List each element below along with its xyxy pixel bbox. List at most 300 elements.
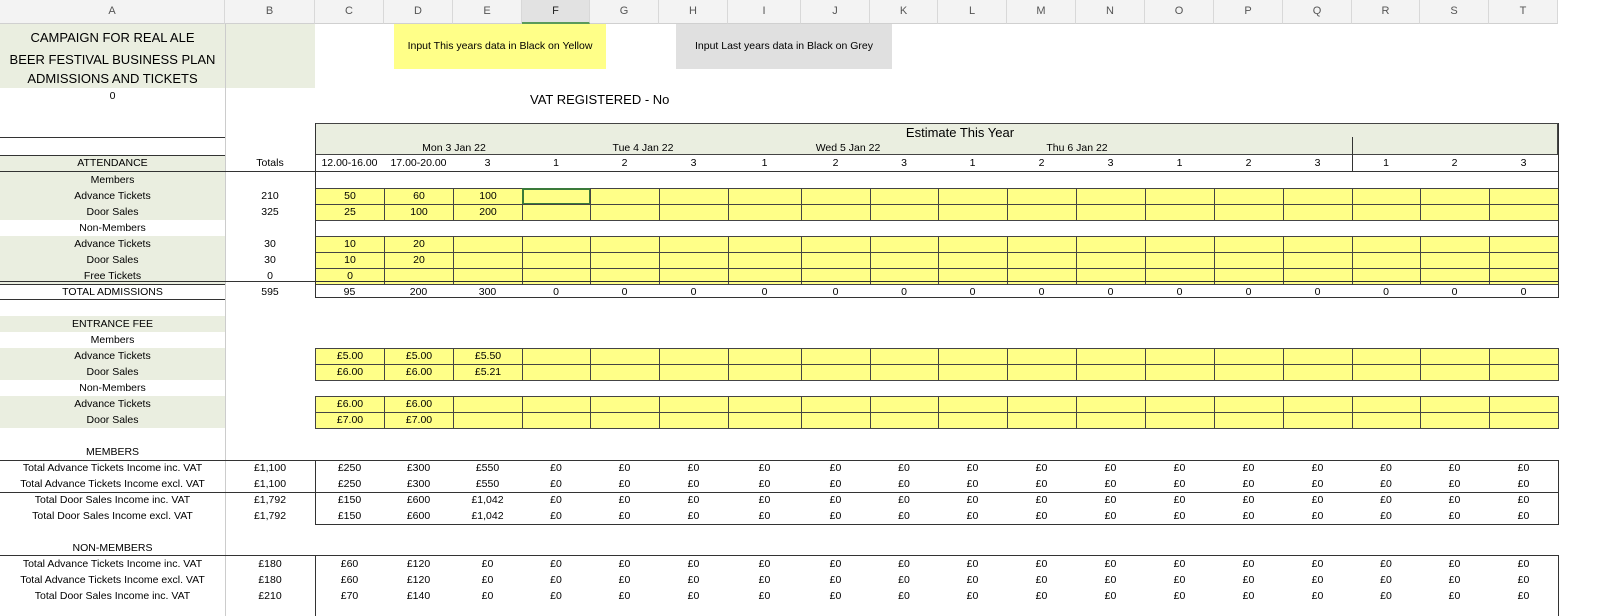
input-cell-r12-c14[interactable] (1214, 348, 1284, 365)
calc-cell-r21-c9: £0 (898, 493, 910, 506)
input-cell-r2-c13[interactable] (1145, 188, 1215, 205)
calc-cell-r8-c1: 95 (343, 285, 356, 298)
input-cell-r15-c8[interactable] (801, 396, 871, 413)
input-cell-r13-c12[interactable] (1076, 364, 1146, 381)
input-cell-r6-c17[interactable] (1420, 252, 1490, 269)
input-cell-r16-c11[interactable] (1007, 412, 1077, 429)
input-cell-r13-c3[interactable]: £5.21 (453, 364, 523, 381)
input-cell-r12-c9[interactable] (870, 348, 939, 365)
box-right-members (1558, 460, 1559, 525)
calc-cell-r19-c4: £0 (550, 461, 562, 474)
input-cell-r16-c15[interactable] (1283, 412, 1353, 429)
input-cell-r16-c13[interactable] (1145, 412, 1215, 429)
input-cell-r3-c7[interactable] (728, 204, 802, 221)
column-header-q[interactable]: Q (1283, 0, 1352, 24)
input-cell-r15-c17[interactable] (1420, 396, 1490, 413)
line-members-bottom (315, 524, 1558, 525)
input-cell-r15-c3[interactable] (453, 396, 523, 413)
input-cell-r6-c13[interactable] (1145, 252, 1215, 269)
input-cell-r6-c15[interactable] (1283, 252, 1353, 269)
input-cell-r12-c10[interactable] (938, 348, 1008, 365)
input-cell-r12-c6[interactable] (659, 348, 729, 365)
input-cell-r5-c15[interactable] (1283, 236, 1353, 253)
column-header-c[interactable]: C (315, 0, 384, 24)
box-right-nonmembers (1558, 555, 1559, 616)
input-cell-r12-c17[interactable] (1420, 348, 1490, 365)
calc-cell-r22-c6: £0 (687, 509, 700, 522)
input-cell-r13-c16[interactable] (1352, 364, 1421, 381)
input-cell-r2-c8[interactable] (801, 188, 871, 205)
calc-cell-r25-c11: £0 (1035, 557, 1048, 570)
input-cell-r15-c14[interactable] (1214, 396, 1284, 413)
calc-cell-r26-c15: £0 (1311, 573, 1324, 586)
input-cell-r12-c15[interactable] (1283, 348, 1353, 365)
calc-cell-r8-c17: 0 (1451, 285, 1458, 298)
input-cell-r5-c1[interactable]: 10 (315, 236, 385, 253)
row-label-27: Total Door Sales Income inc. VAT (34, 589, 191, 602)
input-cell-r2-c16[interactable] (1352, 188, 1421, 205)
input-cell-r15-c11[interactable] (1007, 396, 1077, 413)
row-label-5: Advance Tickets (0, 236, 225, 252)
input-cell-r16-c8[interactable] (801, 412, 871, 429)
input-cell-r7-c3[interactable] (453, 268, 523, 285)
calc-cell-r19-c1: £250 (337, 461, 362, 474)
row-label-7: Free Tickets (0, 268, 225, 284)
row-label-11: Members (0, 332, 225, 348)
calc-cell-r21-c13: £0 (1173, 493, 1186, 506)
input-cell-r3-c14[interactable] (1214, 204, 1284, 221)
input-cell-r5-c10[interactable] (938, 236, 1008, 253)
input-cell-r7-c11[interactable] (1007, 268, 1077, 285)
input-cell-r13-c5[interactable] (590, 364, 660, 381)
input-cell-r12-c5[interactable] (590, 348, 660, 365)
input-cell-r7-c13[interactable] (1145, 268, 1215, 285)
input-cell-r16-c6[interactable] (659, 412, 729, 429)
calc-cell-r26-c5: £0 (618, 573, 631, 586)
input-cell-r6-c16[interactable] (1352, 252, 1421, 269)
calc-cell-r8-c14: 0 (1245, 285, 1252, 298)
row-label-25: Total Advance Tickets Income inc. VAT (22, 557, 203, 570)
input-cell-r2-c6[interactable] (659, 188, 729, 205)
calc-cell-r8-c4: 0 (553, 285, 559, 298)
input-cell-r16-c7[interactable] (728, 412, 802, 429)
column-header-g[interactable]: G (590, 0, 659, 24)
input-cell-r2-c9[interactable] (870, 188, 939, 205)
calc-cell-r21-c1: £150 (337, 493, 362, 506)
input-cell-r7-c10[interactable] (938, 268, 1008, 285)
input-cell-r2-c3[interactable]: 100 (453, 188, 523, 205)
input-cell-r7-c17[interactable] (1420, 268, 1490, 285)
calc-cell-r26-c7: £0 (758, 573, 771, 586)
input-cell-r2-c4[interactable] (522, 188, 591, 205)
calc-cell-r21-c15: £0 (1311, 493, 1324, 506)
input-cell-r5-c17[interactable] (1420, 236, 1490, 253)
calc-cell-r8-c7: 0 (761, 285, 768, 298)
input-cell-r7-c12[interactable] (1076, 268, 1146, 285)
calc-cell-r25-c14: £0 (1242, 557, 1255, 570)
input-cell-r12-c7[interactable] (728, 348, 802, 365)
session-header-10: 1 (969, 157, 976, 170)
row-total-8: 595 (261, 285, 279, 298)
input-cell-r12-c12[interactable] (1076, 348, 1146, 365)
calc-cell-r22-c10: £0 (966, 509, 979, 522)
calc-cell-r20-c18: £0 (1517, 477, 1530, 490)
input-cell-r5-c16[interactable] (1352, 236, 1421, 253)
input-cell-r3-c4[interactable] (522, 204, 591, 221)
input-cell-r13-c7[interactable] (728, 364, 802, 381)
session-header-3: 3 (484, 157, 491, 170)
row-label-18: MEMBERS (85, 445, 140, 458)
calc-cell-r22-c15: £0 (1311, 509, 1324, 522)
input-cell-r3-c3[interactable]: 200 (453, 204, 523, 221)
input-cell-r3-c2[interactable]: 100 (384, 204, 454, 221)
column-header-b[interactable]: B (225, 0, 315, 24)
input-cell-r3-c15[interactable] (1283, 204, 1353, 221)
title-block-bg-b (225, 24, 315, 88)
row-total-22: £1,792 (253, 509, 287, 522)
day-header-4: Thu 6 Jan 22 (1046, 141, 1108, 154)
input-cell-r13-c18[interactable] (1489, 364, 1559, 381)
input-cell-r7-c1[interactable]: 0 (315, 268, 385, 285)
input-cell-r5-c5[interactable] (590, 236, 660, 253)
input-cell-r15-c7[interactable] (728, 396, 802, 413)
session-header-2: 17.00-20.00 (390, 157, 447, 170)
input-cell-r15-c1[interactable]: £6.00 (315, 396, 385, 413)
calc-cell-r26-c18: £0 (1517, 573, 1530, 586)
input-cell-r7-c18[interactable] (1489, 268, 1559, 285)
calc-cell-r19-c14: £0 (1242, 461, 1255, 474)
input-cell-r3-c10[interactable] (938, 204, 1008, 221)
column-header-l[interactable]: L (938, 0, 1007, 24)
calc-cell-r20-c3: £550 (475, 477, 500, 490)
calc-cell-r22-c13: £0 (1173, 509, 1186, 522)
row-total-26: £180 (258, 573, 282, 586)
input-cell-r3-c12[interactable] (1076, 204, 1146, 221)
calc-cell-r26-c1: £60 (340, 573, 359, 586)
title-line-2: BEER FESTIVAL BUSINESS PLAN (9, 51, 216, 67)
input-cell-r16-c17[interactable] (1420, 412, 1490, 429)
input-cell-r12-c16[interactable] (1352, 348, 1421, 365)
input-cell-r2-c17[interactable] (1420, 188, 1490, 205)
column-header-j[interactable]: J (801, 0, 870, 24)
input-cell-r7-c16[interactable] (1352, 268, 1421, 285)
input-cell-r7-c7[interactable] (728, 268, 802, 285)
input-cell-r2-c10[interactable] (938, 188, 1008, 205)
input-cell-r15-c10[interactable] (938, 396, 1008, 413)
title-line-3: ADMISSIONS AND TICKETS (27, 70, 198, 86)
input-cell-r15-c12[interactable] (1076, 396, 1146, 413)
column-header-h[interactable]: H (659, 0, 728, 24)
input-cell-r5-c8[interactable] (801, 236, 871, 253)
column-header-a[interactable]: A (0, 0, 225, 24)
input-cell-r5-c13[interactable] (1145, 236, 1215, 253)
input-cell-r3-c16[interactable] (1352, 204, 1421, 221)
input-cell-r12-c1[interactable]: £5.00 (315, 348, 385, 365)
input-cell-r13-c13[interactable] (1145, 364, 1215, 381)
input-cell-r6-c14[interactable] (1214, 252, 1284, 269)
input-cell-r5-c14[interactable] (1214, 236, 1284, 253)
input-cell-r15-c9[interactable] (870, 396, 939, 413)
calc-cell-r21-c6: £0 (687, 493, 700, 506)
input-cell-r5-c3[interactable] (453, 236, 523, 253)
input-cell-r3-c1[interactable]: 25 (315, 204, 385, 221)
column-header-e[interactable]: E (453, 0, 522, 24)
divider-col-a (225, 24, 226, 616)
row-label-6: Door Sales (0, 252, 225, 268)
input-cell-r2-c7[interactable] (728, 188, 802, 205)
input-cell-r13-c4[interactable] (522, 364, 591, 381)
calc-cell-r20-c2: £300 (406, 477, 431, 490)
input-cell-r16-c2[interactable]: £7.00 (384, 412, 454, 429)
row-label-1: Members (0, 172, 225, 188)
title-line-1: CAMPAIGN FOR REAL ALE (30, 29, 195, 45)
calc-cell-r26-c3: £0 (481, 573, 494, 586)
input-cell-r13-c15[interactable] (1283, 364, 1353, 381)
input-cell-r12-c8[interactable] (801, 348, 871, 365)
input-cell-r6-c6[interactable] (659, 252, 729, 269)
calc-cell-r27-c10: £0 (966, 589, 979, 602)
input-cell-r7-c8[interactable] (801, 268, 871, 285)
input-cell-r7-c15[interactable] (1283, 268, 1353, 285)
calc-cell-r25-c12: £0 (1104, 557, 1117, 570)
input-cell-r15-c5[interactable] (590, 396, 660, 413)
line-title-mid (0, 137, 225, 138)
session-header-13: 1 (1176, 157, 1183, 170)
row-label-14: Non-Members (0, 380, 225, 396)
calc-cell-r21-c14: £0 (1242, 493, 1255, 506)
input-cell-r13-c2[interactable]: £6.00 (384, 364, 454, 381)
input-cell-r3-c11[interactable] (1007, 204, 1077, 221)
calc-cell-r19-c3: £550 (475, 461, 500, 474)
input-cell-r5-c7[interactable] (728, 236, 802, 253)
input-cell-r3-c18[interactable] (1489, 204, 1559, 221)
input-cell-r6-c4[interactable] (522, 252, 591, 269)
row-label-21: Total Door Sales Income inc. VAT (34, 493, 191, 506)
input-cell-r16-c5[interactable] (590, 412, 660, 429)
column-header-d[interactable]: D (384, 0, 453, 24)
input-cell-r6-c9[interactable] (870, 252, 939, 269)
input-cell-r12-c2[interactable]: £5.00 (384, 348, 454, 365)
input-cell-r6-c10[interactable] (938, 252, 1008, 269)
calc-cell-r8-c5: 0 (621, 285, 628, 298)
row-label-10: ENTRANCE FEE (0, 316, 225, 332)
row-label-8: TOTAL ADMISSIONS (0, 284, 225, 300)
input-cell-r6-c5[interactable] (590, 252, 660, 269)
calc-cell-r26-c8: £0 (829, 573, 842, 586)
column-header-t[interactable]: T (1489, 0, 1558, 24)
row-label-12: Advance Tickets (0, 348, 225, 364)
input-cell-r13-c11[interactable] (1007, 364, 1077, 381)
calc-cell-r21-c16: £0 (1380, 493, 1392, 506)
calc-cell-r19-c8: £0 (829, 461, 842, 474)
input-cell-r15-c13[interactable] (1145, 396, 1215, 413)
row-total-3: 325 (261, 205, 279, 218)
input-cell-r16-c1[interactable]: £7.00 (315, 412, 385, 429)
column-header-n[interactable]: N (1076, 0, 1145, 24)
input-cell-r2-c18[interactable] (1489, 188, 1559, 205)
session-header-16: 1 (1383, 157, 1389, 170)
calc-cell-r8-c13: 0 (1176, 285, 1183, 298)
calc-cell-r21-c3: £1,042 (471, 493, 504, 506)
calc-cell-r21-c17: £0 (1448, 493, 1461, 506)
calc-cell-r20-c8: £0 (829, 477, 842, 490)
row-total-21: £1,792 (253, 493, 287, 506)
input-cell-r2-c5[interactable] (590, 188, 660, 205)
input-cell-r12-c11[interactable] (1007, 348, 1077, 365)
input-cell-r16-c14[interactable] (1214, 412, 1284, 429)
calc-cell-r26-c14: £0 (1242, 573, 1255, 586)
input-cell-r16-c16[interactable] (1352, 412, 1421, 429)
column-header-r[interactable]: R (1352, 0, 1420, 24)
row-label-16: Door Sales (0, 412, 225, 428)
row-label-26: Total Advance Tickets Income excl. VAT (20, 573, 205, 586)
estimate-title: Estimate This Year (905, 124, 1015, 140)
input-cell-r12-c13[interactable] (1145, 348, 1215, 365)
input-cell-r2-c11[interactable] (1007, 188, 1077, 205)
input-cell-r3-c9[interactable] (870, 204, 939, 221)
calc-cell-r27-c11: £0 (1035, 589, 1048, 602)
input-cell-r15-c4[interactable] (522, 396, 591, 413)
input-cell-r13-c17[interactable] (1420, 364, 1490, 381)
calc-cell-r22-c7: £0 (758, 509, 771, 522)
row-total-2: 210 (261, 189, 279, 202)
input-cell-r7-c2[interactable] (384, 268, 454, 285)
input-cell-r5-c6[interactable] (659, 236, 729, 253)
calc-cell-r25-c4: £0 (550, 557, 562, 570)
input-cell-r15-c15[interactable] (1283, 396, 1353, 413)
input-cell-r16-c10[interactable] (938, 412, 1008, 429)
input-cell-r7-c9[interactable] (870, 268, 939, 285)
input-cell-r16-c4[interactable] (522, 412, 591, 429)
input-cell-r16-c18[interactable] (1489, 412, 1559, 429)
input-cell-r16-c3[interactable] (453, 412, 523, 429)
calc-cell-r8-c15: 0 (1314, 285, 1321, 298)
input-cell-r7-c5[interactable] (590, 268, 660, 285)
input-cell-r6-c1[interactable]: 10 (315, 252, 385, 269)
row-label-2: Advance Tickets (0, 188, 225, 204)
input-cell-r2-c15[interactable] (1283, 188, 1353, 205)
calc-cell-r19-c17: £0 (1448, 461, 1461, 474)
input-cell-r12-c4[interactable] (522, 348, 591, 365)
calc-cell-r27-c13: £0 (1173, 589, 1186, 602)
input-cell-r6-c12[interactable] (1076, 252, 1146, 269)
input-cell-r7-c4[interactable] (522, 268, 591, 285)
day-header-2: Tue 4 Jan 22 (612, 141, 674, 154)
input-cell-r6-c11[interactable] (1007, 252, 1077, 269)
input-cell-r13-c14[interactable] (1214, 364, 1284, 381)
input-cell-r13-c6[interactable] (659, 364, 729, 381)
input-cell-r16-c9[interactable] (870, 412, 939, 429)
calc-cell-r19-c16: £0 (1380, 461, 1392, 474)
column-header-f[interactable]: F (522, 0, 590, 24)
input-cell-r3-c8[interactable] (801, 204, 871, 221)
calc-cell-r21-c12: £0 (1104, 493, 1117, 506)
input-cell-r16-c12[interactable] (1076, 412, 1146, 429)
calc-cell-r19-c10: £0 (966, 461, 979, 474)
input-cell-r12-c18[interactable] (1489, 348, 1559, 365)
input-cell-r13-c9[interactable] (870, 364, 939, 381)
input-cell-r6-c8[interactable] (801, 252, 871, 269)
calc-cell-r27-c7: £0 (758, 589, 771, 602)
column-header-m[interactable]: M (1007, 0, 1076, 24)
session-header-18: 3 (1520, 157, 1527, 170)
input-cell-r7-c14[interactable] (1214, 268, 1284, 285)
row-label-4: Non-Members (0, 220, 225, 236)
input-cell-r15-c18[interactable] (1489, 396, 1559, 413)
totals-header: Totals (256, 157, 284, 170)
input-cell-r12-c3[interactable]: £5.50 (453, 348, 523, 365)
input-cell-r15-c6[interactable] (659, 396, 729, 413)
calc-cell-r20-c12: £0 (1104, 477, 1117, 490)
box-left-nonmembers (315, 555, 316, 616)
calc-cell-r25-c3: £0 (481, 557, 494, 570)
input-cell-r6-c3[interactable] (453, 252, 523, 269)
row-total-19: £1,100 (253, 461, 287, 474)
input-cell-r5-c11[interactable] (1007, 236, 1077, 253)
input-cell-r7-c6[interactable] (659, 268, 729, 285)
calc-cell-r22-c11: £0 (1035, 509, 1048, 522)
input-cell-r2-c2[interactable]: 60 (384, 188, 454, 205)
input-cell-r2-c14[interactable] (1214, 188, 1284, 205)
input-cell-r3-c5[interactable] (590, 204, 660, 221)
input-cell-r5-c4[interactable] (522, 236, 591, 253)
calc-cell-r25-c16: £0 (1380, 557, 1392, 570)
calc-cell-r20-c5: £0 (618, 477, 631, 490)
calc-cell-r25-c6: £0 (687, 557, 700, 570)
input-cell-r3-c17[interactable] (1420, 204, 1490, 221)
row-total-5: 30 (264, 237, 276, 250)
column-header-s[interactable]: S (1420, 0, 1489, 24)
input-cell-r3-c13[interactable] (1145, 204, 1215, 221)
input-cell-r5-c18[interactable] (1489, 236, 1559, 253)
session-header-5: 2 (621, 157, 628, 170)
input-cell-r3-c6[interactable] (659, 204, 729, 221)
calc-cell-r21-c11: £0 (1035, 493, 1048, 506)
input-cell-r5-c9[interactable] (870, 236, 939, 253)
input-cell-r6-c2[interactable]: 20 (384, 252, 454, 269)
row-label-22: Total Door Sales Income excl. VAT (32, 509, 193, 522)
column-header-o[interactable]: O (1145, 0, 1214, 24)
input-cell-r15-c2[interactable]: £6.00 (384, 396, 454, 413)
column-header-p[interactable]: P (1214, 0, 1283, 24)
row-total-25: £180 (258, 557, 282, 570)
calc-cell-r21-c10: £0 (966, 493, 979, 506)
section-attendance: ATTENDANCE (77, 157, 148, 170)
input-cell-r6-c18[interactable] (1489, 252, 1559, 269)
input-cell-r13-c1[interactable]: £6.00 (315, 364, 385, 381)
input-cell-r5-c2[interactable]: 20 (384, 236, 454, 253)
input-cell-r5-c12[interactable] (1076, 236, 1146, 253)
input-cell-r13-c10[interactable] (938, 364, 1008, 381)
calc-cell-r26-c2: £120 (406, 573, 431, 586)
input-cell-r2-c12[interactable] (1076, 188, 1146, 205)
calc-cell-r19-c15: £0 (1311, 461, 1324, 474)
row-total-6: 30 (264, 253, 276, 266)
input-cell-r13-c8[interactable] (801, 364, 871, 381)
input-cell-r2-c1[interactable]: 50 (315, 188, 385, 205)
calc-cell-r22-c5: £0 (618, 509, 631, 522)
box-divider-r (1352, 137, 1353, 171)
calc-cell-r22-c8: £0 (829, 509, 842, 522)
input-cell-r15-c16[interactable] (1352, 396, 1421, 413)
calc-cell-r26-c17: £0 (1448, 573, 1461, 586)
input-cell-r6-c7[interactable] (728, 252, 802, 269)
column-header-i[interactable]: I (728, 0, 801, 24)
calc-cell-r8-c12: 0 (1107, 285, 1114, 298)
column-header-k[interactable]: K (870, 0, 938, 24)
calc-cell-r19-c11: £0 (1035, 461, 1048, 474)
calc-cell-r19-c13: £0 (1173, 461, 1186, 474)
